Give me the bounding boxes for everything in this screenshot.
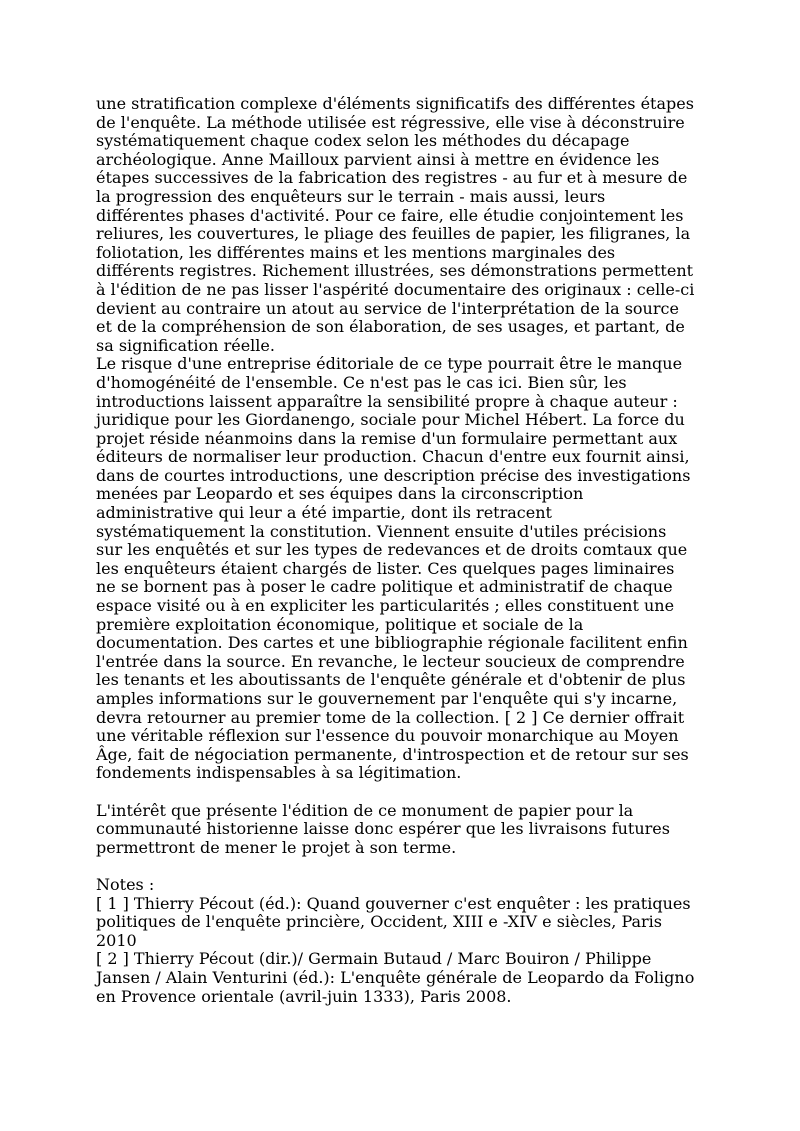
paragraph-editorial-risk: Le risque d'une entreprise éditoriale de ce type pourrait être le manque d'homogénéité de l'ensemble. Ce n'est pas le cas ici. Bien sûr, les introductions laissent apparaître la sensibilité propre à chaque auteur : juridique pour les Giordanengo, sociale pour Michel Hébert. La force du projet réside néanmoins dans la remise d'un formulaire permettant aux éditeurs de normaliser leur production. Chacun d'entre eux fournit ainsi, dans de courtes introductions, une description précise des investigations menées par Leopardo et ses équipes dans la circonscription administrative qui leur a été impartie, dont ils retracent systématiquement la constitution. Viennent ensuite d'utiles précisions sur les enquêtés et sur les types de redevances et de droits comtaux que les enquêteurs étaient chargés de lister. Ces quelques pages liminaires ne se bornent pas à poser le cadre politique et administratif de chaque espace visité ou à en expliciter les particularités ; elles constituent une première exploitation économique, politique et sociale de la documentation. Des cartes et une bibliographie régionale facilitent enfin l'entrée dans la source. En revanche, le lecteur soucieux de comprendre les tenants et les aboutissants de l'enquête générale et d'obtenir de plus amples informations sur le gouvernement par l'enquête qui s'y incarne, devra retourner au premier tome de la collection. [ 2 ] Ce dernier offrait une véritable réflexion sur l'essence du pouvoir monarchique au Moyen Âge, fait de négociation permanente, d'introspection et de retour sur ses fondements indispensables à sa légitimation. [96, 354, 691, 783]
note-1: [ 1 ] Thierry Pécout (éd.): Quand gouverner c'est enquêter : les pratiques politiques de l'enquête princière, Occident, XIII e -XIV e siècles, Paris 2010 [96, 893, 691, 950]
note-2: [ 2 ] Thierry Pécout (dir.)/ Germain Butaud / Marc Bouiron / Philippe Jansen / Alain Venturini (éd.): L'enquête générale de Leopardo da Foligno en Provence orientale (avril-juin 1333), Paris 2008. [96, 949, 695, 1006]
notes-heading: Notes : [96, 874, 155, 894]
paragraph-spacer [96, 783, 708, 802]
paragraph-stratification: une stratification complexe d'éléments significatifs des différentes étapes de l'enquête. La méthode utilisée est régressive, elle vise à déconstruire systématiquement chaque codex selon les méthodes du décapage archéologique. Anne Mailloux parvient ainsi à mettre en évidence les étapes successives de la fabrication des registres - au fur et à mesure de la progression des enquêteurs sur le terrain - mais aussi, leurs différentes phases d'activité. Pour ce faire, elle étudie conjointement les reliures, les couvertures, le pliage des feuilles de papier, les filigranes, la foliotation, les différentes mains et les mentions marginales des différents registres. Richement illustrées, ses démonstrations permettent à l'édition de ne pas lisser l'aspérité documentaire des originaux : celle-ci devient au contraire un atout au service de l'interprétation de la source et de la compréhension de son élaboration, de ses usages, et partant, de sa signification réelle. [96, 94, 695, 355]
document-page [96, 95, 708, 1006]
paragraph-spacer [96, 857, 708, 876]
paragraph-conclusion: L'intérêt que présente l'édition de ce monument de papier pour la communauté historienne laisse donc espérer que les livraisons futures permettront de mener le projet à son terme. [96, 800, 670, 857]
